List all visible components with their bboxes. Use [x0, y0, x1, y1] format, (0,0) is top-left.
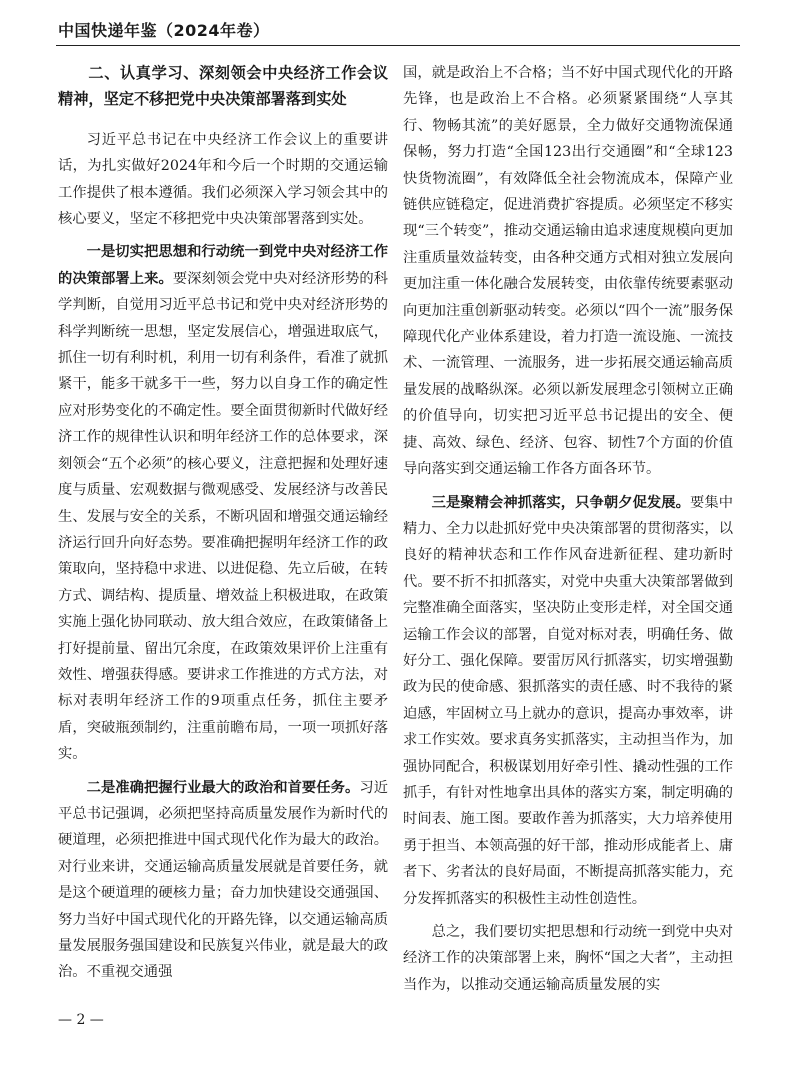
point-one-paragraph — [58, 239, 388, 767]
point-one-body: 要深刻领会党中央对经济形势的科学判断，自觉用习近平总书记和党中央对经济形势的科学判断统一思想，坚定发展信心，增强进取底气，抓住一切有利时机，利用一切有利条件，看准了就抓紧干，能多干就多干一些，努力以自身工作的确定性应对形势变化的不确定性。要全面贯彻新时代做好经济工作的规律性认识和明年经济工作的总体要求，深刻领会“五个必须”的核心要义，注意把握和处理好速度与质量、宏观数据与微观感受、发展经济与改善民生、发展与安全的关系，不断巩固和增强交通运输经济运行回升向好态势。要准确把握明年经济工作的政策取向，坚持稳中求进、以进促稳、先立后破，在转方式、调结构、提质量、增效益上积极进取，在政策实施上强化协同联动、放大组合效应，在政策储备上打好提前量、留出冗余度，在政策效果评价上注重有效性、增强获得感。要讲求工作推进的方式方法，对标对表明年经济工作的9项重点任务，抓住主要矛盾，突破瓶颈制约，注重前瞻布局，一项一项抓好落实。 — [58, 270, 389, 763]
point-two-paragraph — [58, 775, 388, 986]
point-three-lead: 三是聚精会神抓落实，只争朝夕促发展。 — [431, 494, 690, 511]
continued-paragraph: 国，就是政治上不合格；当不好中国式现代化的开路先锋，也是政治上不合格。必须紧紧围绕“人享其行、物畅其流”的美好愿景，全力做好交通物流保通保畅，努力打造“全国123出行交通圈”和“全球123快货物流圈”，有效降低全社会物流成本，保障产业链供应链稳定，促进消费扩容提质。必须坚定不移实现“三个转变”，推动交通运输由追求速度规模向更加注重质量效益转变，由各种交通方式相对独立发展向更加注重一体化融合发展转变，由依靠传统要素驱动向更加注重创新驱动转变。必须以“四个一流”服务保障现代化产业体系建设，着力打造一流设施、一流技术、一流管理、一流服务，进一步拓展交通运输高质量发展的战略纵深。必须以新发展理念引领树立正确的价值导向，切实把习近平总书记提出的安全、便捷、高效、绿色、经济、包容、韧性7个方面的价值导向落实到交通运输工作各方面各环节。 — [403, 65, 733, 478]
point-one-lead: 一是切实把思想和行动统一到党中央对经济工作的决策部署上来。 — [58, 244, 388, 287]
point-two-body: 习近平总书记强调，必须把坚持高质量发展作为新时代的硬道理，必须把推进中国式现代化作为最大的政治。对行业来讲，交通运输高质量发展就是首要任务，就是这个硬道理的硬核力量；奋力加快建设交通强国、努力当好中国式现代化的开路先锋，以交通运输高质量发展服务强国建设和民族复兴伟业，就是最大的政治。不重视交通强 — [58, 779, 389, 981]
left-column — [58, 60, 388, 986]
page-number: — 2 — — [58, 1012, 104, 1028]
point-three-paragraph — [403, 490, 733, 913]
intro-paragraph: 习近平总书记在中央经济工作会议上的重要讲话，为扎实做好2024年和今后一个时期的交通运输工作提供了根本遵循。我们必须深入学习领会其中的核心要义，坚定不移把党中央决策部署落到实处。 — [58, 131, 388, 228]
right-column — [403, 60, 733, 998]
point-two-lead: 二是准确把握行业最大的政治和首要任务。 — [86, 779, 360, 796]
conclusion-paragraph: 总之，我们要切实把思想和行动统一到党中央对经济工作的决策部署上来，胸怀“国之大者”，主动担当作为，以推动交通运输高质量发展的实 — [403, 924, 733, 993]
header-divider — [56, 45, 740, 46]
section-heading: 二、认真学习、深刻领会中央经济工作会议精神，坚定不移把党中央决策部署落到实处 — [58, 64, 388, 109]
point-three-body: 要集中精力、全力以赴抓好党中央决策部署的贯彻落实，以良好的精神状态和工作作风奋进新征程、建功新时代。要不折不扣抓落实，对党中央重大决策部署做到完整准确全面落实，坚决防止变形走样，对全国交通运输工作会议的部署，自觉对标对表，明确任务、做好分工、强化保障。要雷厉风行抓落实，切实增强勤政为民的使命感、狠抓落实的责任感、时不我待的紧迫感，牢固树立马上就办的意识，提高办事效率，讲求工作实效。要求真务实抓落实，主动担当作为，加强协同配合，积极谋划用好牵引性、撬动性强的工作抓手，有针对性地拿出具体的落实方案，制定明确的时间表、施工图。要敢作善为抓落实，大力培养使用勇于担当、本领高强的好干部，推动形成能者上、庸者下、劣者汰的良好局面，不断提高抓落实能力，充分发挥抓落实的积极性主动性创造性。 — [403, 494, 734, 907]
running-header-title: 中国快递年鉴（2024年卷） — [58, 21, 270, 40]
